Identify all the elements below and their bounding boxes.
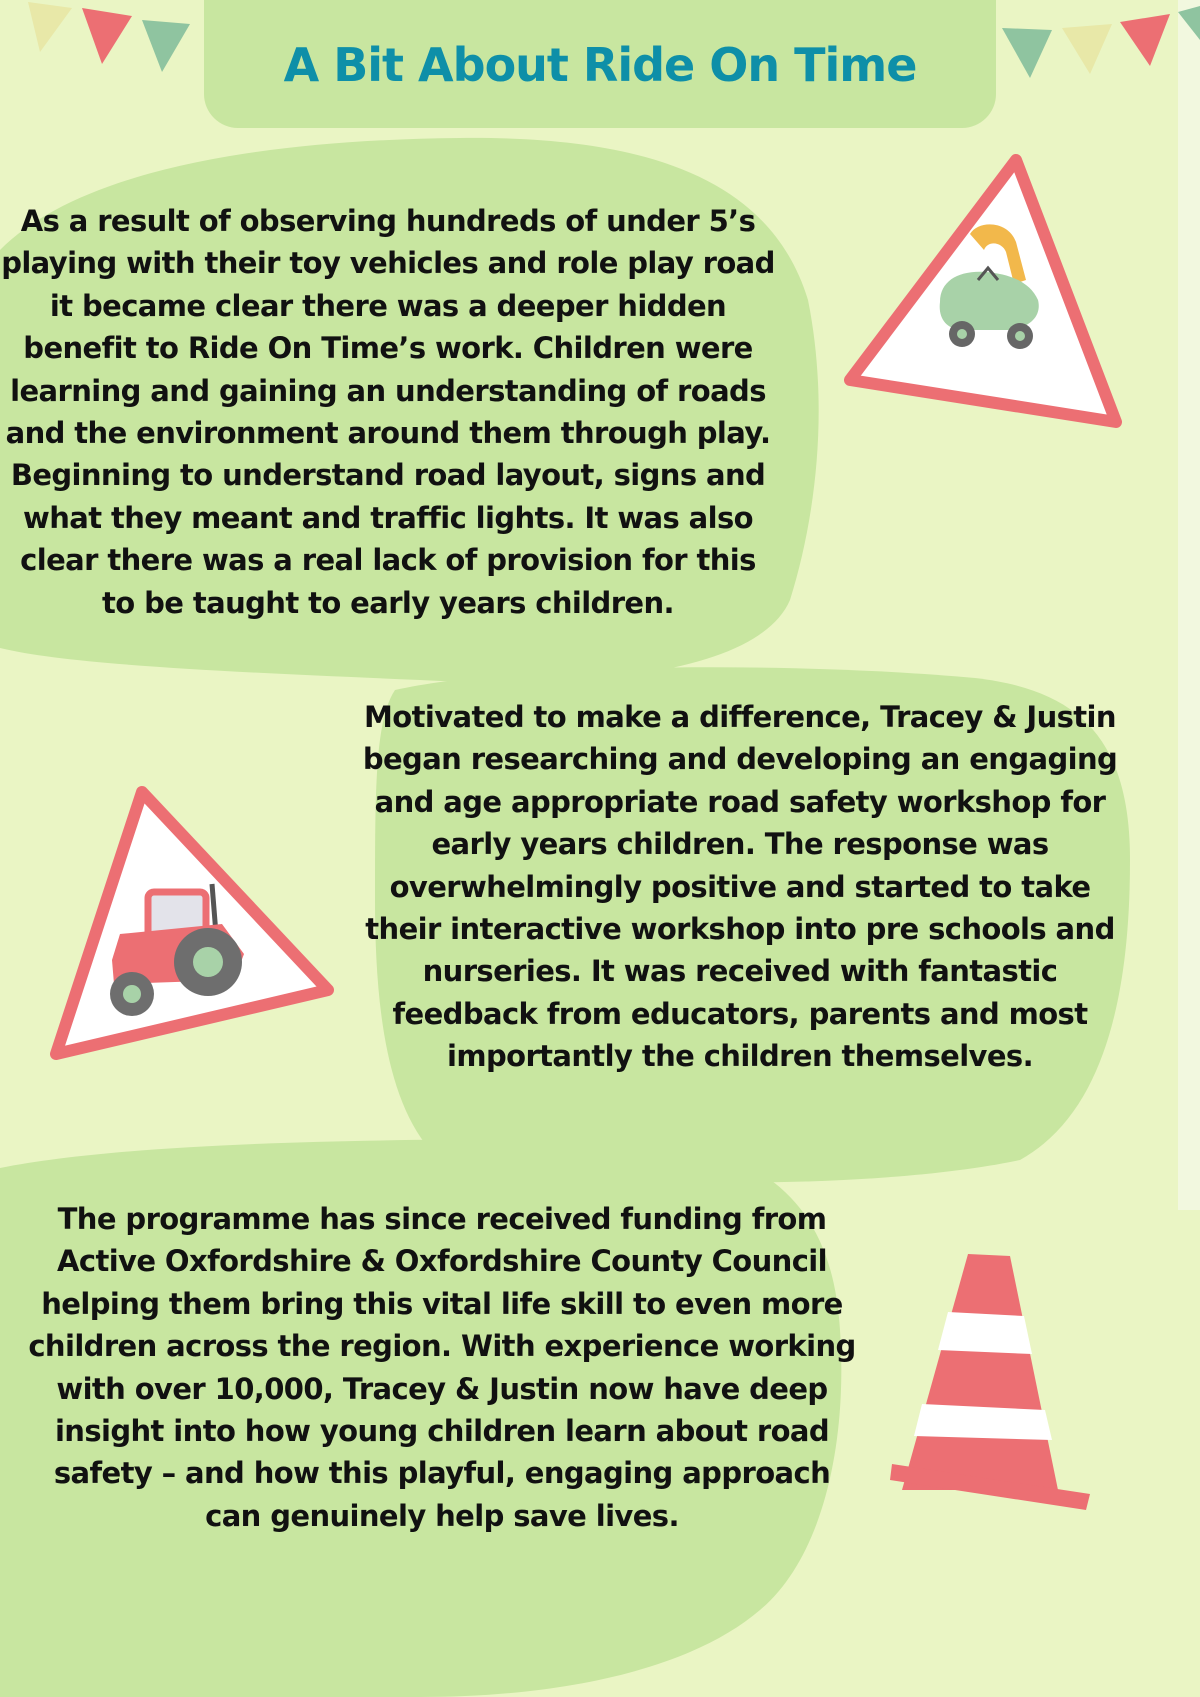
traffic-cone-icon [890,1250,1100,1515]
motivation-paragraph: Motivated to make a difference, Tracey & Justin began researching and developing an engaging and age appropriate road safety workshop for early years children. The response was overwhelmingly positive and started to take their interactive workshop into pre schools and nurseries. It was received with fantastic feedback from educators, parents and most importantly the children themselves. [362,700,1118,1074]
page-title: A Bit About Ride On Time [283,38,917,92]
tractor-sign-icon [44,784,344,1064]
ride-on-car-sign-icon [838,152,1128,432]
bunting-right-icon [990,0,1200,90]
bunting-left-icon [0,0,220,90]
intro-paragraph: As a result of observing hundreds of under 5’s playing with their toy vehicles and role play road it became clear there was a deeper hidden benefit to Ride On Time’s work. Children were learning and gaining an understanding of roads and the environment around them through play. Beginning to understand road layout, signs and what they meant and traffic lights. It was also clear there was a real lack of provision for this to be taught to early years children. [1,204,775,620]
funding-paragraph: The programme has since received funding from Active Oxfordshire & Oxfordshire County Council helping them bring this vital life skill to even more children across the region. With experience working with over 10,000, Tracey & Justin now have deep insight into how young children learn about road safety – and how this playful, engaging approach can genuinely help save lives. [28,1202,856,1533]
